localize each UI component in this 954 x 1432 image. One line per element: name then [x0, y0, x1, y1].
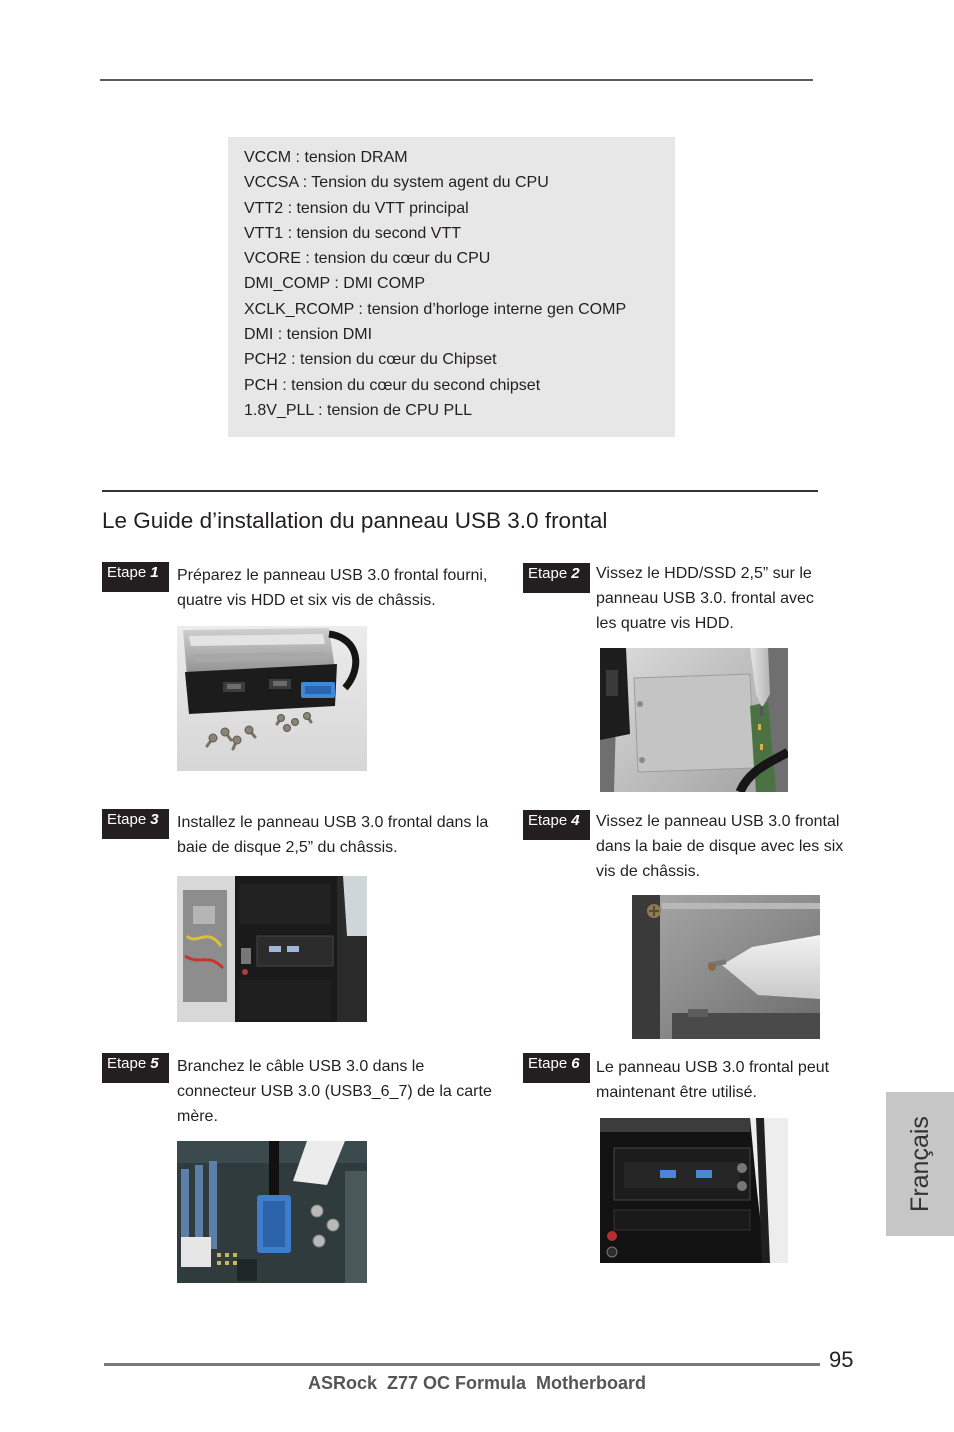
step-3-photo: [177, 876, 367, 1022]
step-text-line: Préparez le panneau USB 3.0 frontal fourni,: [177, 566, 488, 584]
voltage-item: 1.8V_PLL : tension de CPU PLL: [244, 401, 472, 419]
step-text-line: Le panneau USB 3.0 frontal peut: [596, 1058, 830, 1076]
step-text-line: Vissez le HDD/SSD 2,5” sur le: [596, 564, 812, 582]
step-6-photo: [600, 1118, 788, 1263]
step-text-line: panneau USB 3.0. frontal avec: [596, 589, 814, 607]
step-label-text: Etape: [528, 812, 568, 829]
step-text-line: maintenant être utilisé.: [596, 1083, 757, 1101]
step-4-text: [596, 809, 843, 885]
step-text-line: mère.: [177, 1108, 218, 1126]
voltage-item: VCORE : tension du cœur du CPU: [244, 250, 491, 268]
step-1-label: [102, 562, 169, 592]
step-4-label: [523, 810, 590, 840]
step-1-text: [177, 563, 487, 614]
voltage-item: VCCSA : Tension du system agent du CPU: [244, 174, 549, 192]
step-number: 5: [150, 1055, 159, 1072]
front-panel-kit-image: [177, 626, 367, 771]
step-text-line: les quatre vis HDD.: [596, 615, 734, 633]
step-5-photo: [177, 1141, 367, 1283]
step-text-line: dans la baie de disque avec les six: [596, 837, 844, 855]
voltage-item: PCH2 : tension du cœur du Chipset: [244, 351, 497, 369]
motherboard-connector-image: [177, 1141, 367, 1283]
step-number: 1: [150, 564, 159, 581]
footer-rule: [104, 1363, 820, 1366]
footer-title: ASRock Z77 OC Formula Motherboard: [307, 1373, 647, 1393]
voltage-item: VCCM : tension DRAM: [244, 149, 408, 166]
step-text-line: connecteur USB 3.0 (USB3_6_7) de la carte: [177, 1082, 492, 1100]
section-rule: [102, 490, 818, 492]
chassis-bay-image: [177, 876, 367, 1022]
step-3-label: [102, 809, 169, 839]
page-number: 95: [829, 1347, 854, 1372]
voltage-definitions-box: [228, 137, 675, 437]
step-5-label: [102, 1053, 169, 1083]
step-number: 2: [571, 565, 580, 582]
step-label-text: Etape: [528, 565, 568, 582]
section-title: Le Guide d’installation du panneau USB 3.0 frontal: [102, 508, 608, 533]
step-4-photo: [632, 895, 820, 1039]
step-5-text: [177, 1054, 492, 1130]
voltage-item: DMI_COMP : DMI COMP: [244, 275, 426, 293]
step-number: 6: [571, 1055, 580, 1072]
hdd-mounting-image: [600, 648, 788, 792]
step-text-line: Vissez le panneau USB 3.0 frontal: [596, 812, 840, 830]
language-side-tab: [886, 1092, 954, 1236]
step-text-line: vis de châssis.: [596, 863, 701, 881]
voltage-item: PCH : tension du cœur du second chipset: [244, 376, 541, 394]
step-label-text: Etape: [107, 811, 147, 828]
screwing-panel-image: [632, 895, 820, 1039]
voltage-item: DMI : tension DMI: [244, 326, 373, 344]
top-rule: [100, 79, 813, 81]
step-text-line: Branchez le câble USB 3.0 dans le: [177, 1057, 425, 1075]
voltage-item: XCLK_RCOMP : tension d’horloge interne gen COMP: [244, 300, 627, 318]
step-6-label: [523, 1053, 590, 1083]
step-label-text: Etape: [107, 1055, 147, 1072]
voltage-item: VTT2 : tension du VTT principal: [244, 199, 469, 217]
step-2-photo: [600, 648, 788, 792]
step-label-text: Etape: [107, 564, 147, 581]
step-text-line: baie de disque 2,5” du châssis.: [177, 838, 398, 856]
step-number: 3: [150, 811, 159, 828]
step-3-text: [177, 810, 488, 861]
language-tab-label: Français: [906, 1116, 934, 1212]
step-1-photo: [177, 626, 367, 771]
step-text-line: Installez le panneau USB 3.0 frontal dans la: [177, 813, 489, 831]
step-2-label: [523, 563, 590, 593]
step-text-line: quatre vis HDD et six vis de châssis.: [177, 591, 436, 609]
step-label-text: Etape: [528, 1055, 568, 1072]
step-number: 4: [571, 812, 580, 829]
voltage-item: VTT1 : tension du second VTT: [244, 224, 461, 242]
installed-front-panel-image: [600, 1118, 788, 1263]
step-2-text: [596, 561, 814, 637]
step-6-text: [596, 1055, 829, 1106]
